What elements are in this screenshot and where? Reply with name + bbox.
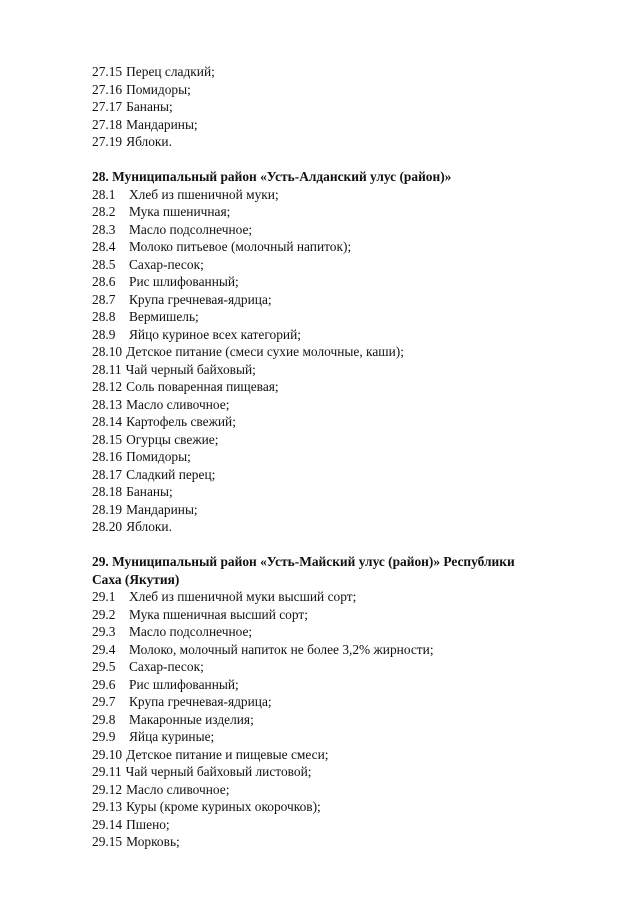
list-item <box>92 291 612 309</box>
item-text: Картофель свежий; <box>126 414 236 429</box>
item-number: 29.4 <box>92 641 116 657</box>
list-item <box>92 133 612 151</box>
list-item <box>92 746 612 764</box>
item-text: Чай черный байховый листовой; <box>125 764 312 779</box>
item-text: Масло подсолнечное; <box>129 221 253 237</box>
item-text: Масло сливочное; <box>126 396 230 412</box>
list-item <box>92 466 612 484</box>
item-number: 28.9 <box>92 326 116 342</box>
list-item <box>92 256 612 274</box>
item-number: 29.6 <box>92 676 116 692</box>
item-number: 28.18 <box>92 484 123 499</box>
item-text: Морковь; <box>126 834 180 849</box>
item-text: Детское питание (смеси сухие молочные, каши); <box>126 344 404 359</box>
list-item <box>92 711 612 729</box>
item-text: Мука пшеничная; <box>129 204 231 219</box>
item-number: 28.12 <box>92 379 123 394</box>
item-text: Помидоры; <box>126 449 191 464</box>
list-item <box>92 588 612 606</box>
item-number: 28.17 <box>92 466 123 482</box>
section-spacer <box>92 151 612 169</box>
item-number: 29.12 <box>92 781 123 797</box>
item-text: Мандарины; <box>126 116 198 132</box>
item-text: Масло сливочное; <box>126 781 230 797</box>
item-text: Яблоки. <box>126 134 172 149</box>
item-text: Яйца куриные; <box>129 729 215 744</box>
list-item <box>92 396 612 414</box>
list-item <box>92 658 612 676</box>
list-item <box>92 273 612 291</box>
list-item <box>92 361 612 379</box>
item-number: 28.13 <box>92 396 123 412</box>
list-item <box>92 693 612 711</box>
item-text: Сахар-песок; <box>129 256 204 272</box>
document-page <box>92 63 612 851</box>
item-text: Помидоры; <box>126 81 191 97</box>
list-item <box>92 63 612 81</box>
section-29-heading-line-2: Саха (Якутия) <box>92 571 180 587</box>
list-item <box>92 343 612 361</box>
list-item <box>92 641 612 659</box>
item-number: 29.11 <box>92 764 122 779</box>
item-number: 29.2 <box>92 606 116 622</box>
list-item <box>92 308 612 326</box>
item-number: 28.20 <box>92 519 123 534</box>
item-number: 28.2 <box>92 204 116 219</box>
item-text: Молоко питьевое (молочный напиток); <box>129 239 352 254</box>
list-item <box>92 728 612 746</box>
item-number: 29.14 <box>92 816 123 832</box>
item-number: 29.7 <box>92 694 116 709</box>
item-text: Перец сладкий; <box>126 64 215 79</box>
item-text: Хлеб из пшеничной муки; <box>129 186 279 202</box>
item-number: 28.3 <box>92 221 116 237</box>
section-28-heading: 28. Муниципальный район «Усть-Алданский улус (район)» <box>92 169 452 184</box>
item-text: Рис шлифованный; <box>129 676 239 692</box>
list-item <box>92 763 612 781</box>
item-number: 29.9 <box>92 729 116 744</box>
item-text: Яйцо куриное всех категорий; <box>129 326 301 342</box>
item-text: Макаронные изделия; <box>129 711 254 727</box>
item-number: 28.11 <box>92 361 122 377</box>
item-number: 28.1 <box>92 186 116 202</box>
list-item <box>92 378 612 396</box>
list-item <box>92 431 612 449</box>
item-text: Молоко, молочный напиток не более 3,2% жирности; <box>129 641 434 657</box>
list-item <box>92 623 612 641</box>
item-number: 28.4 <box>92 239 116 254</box>
item-number: 28.10 <box>92 344 123 359</box>
list-item <box>92 448 612 466</box>
item-number: 28.5 <box>92 256 116 272</box>
item-text: Бананы; <box>126 99 173 114</box>
list-item <box>92 116 612 134</box>
list-item <box>92 483 612 501</box>
list-item <box>92 221 612 239</box>
item-number: 27.18 <box>92 116 123 132</box>
list-item <box>92 98 612 116</box>
item-text: Мука пшеничная высший сорт; <box>129 606 308 622</box>
section-28-list <box>92 186 612 536</box>
item-number: 28.7 <box>92 291 116 307</box>
item-text: Яблоки. <box>126 519 172 534</box>
item-number: 28.14 <box>92 414 123 429</box>
item-text: Крупа гречневая-ядрица; <box>129 291 272 307</box>
item-number: 27.19 <box>92 134 123 149</box>
list-item <box>92 833 612 851</box>
item-text: Куры (кроме куриных окорочков); <box>126 799 321 814</box>
item-number: 29.10 <box>92 746 123 762</box>
item-number: 29.3 <box>92 624 116 639</box>
list-item <box>92 518 612 536</box>
section-29-list <box>92 588 612 851</box>
item-text: Чай черный байховый; <box>125 361 256 377</box>
list-item <box>92 326 612 344</box>
section-spacer <box>92 536 612 554</box>
item-number: 28.16 <box>92 449 123 464</box>
item-number: 28.8 <box>92 309 116 324</box>
list-item <box>92 238 612 256</box>
section-29-heading <box>92 553 612 588</box>
list-item <box>92 606 612 624</box>
item-number: 27.15 <box>92 64 123 79</box>
section-29-heading-line-1: 29. Муниципальный район «Усть-Майский улус (район)» Республики <box>92 554 515 569</box>
item-text: Рис шлифованный; <box>129 274 239 289</box>
list-item <box>92 816 612 834</box>
list-item <box>92 81 612 99</box>
item-text: Соль поваренная пищевая; <box>126 379 279 394</box>
item-text: Крупа гречневая-ядрица; <box>129 694 272 709</box>
item-number: 27.16 <box>92 81 123 97</box>
list-item <box>92 501 612 519</box>
item-number: 29.15 <box>92 834 123 849</box>
item-number: 29.5 <box>92 659 116 674</box>
list-item <box>92 203 612 221</box>
item-number: 27.17 <box>92 99 123 114</box>
item-number: 29.8 <box>92 711 116 727</box>
item-number: 28.15 <box>92 431 123 447</box>
list-item <box>92 781 612 799</box>
list-item <box>92 413 612 431</box>
item-text: Вермишель; <box>129 309 199 324</box>
list-item <box>92 798 612 816</box>
list-item <box>92 676 612 694</box>
item-text: Детское питание и пищевые смеси; <box>126 746 329 762</box>
item-number: 28.19 <box>92 501 123 517</box>
item-text: Огурцы свежие; <box>126 431 219 447</box>
item-text: Мандарины; <box>126 501 198 517</box>
item-text: Хлеб из пшеничной муки высший сорт; <box>129 589 357 604</box>
section-27-list <box>92 63 612 151</box>
item-text: Сладкий перец; <box>126 466 216 482</box>
item-number: 29.1 <box>92 589 116 604</box>
item-text: Бананы; <box>126 484 173 499</box>
item-text: Пшено; <box>126 816 170 832</box>
item-text: Сахар-песок; <box>129 659 204 674</box>
list-item <box>92 186 612 204</box>
item-number: 29.13 <box>92 799 123 814</box>
item-text: Масло подсолнечное; <box>129 624 253 639</box>
item-number: 28.6 <box>92 274 116 289</box>
